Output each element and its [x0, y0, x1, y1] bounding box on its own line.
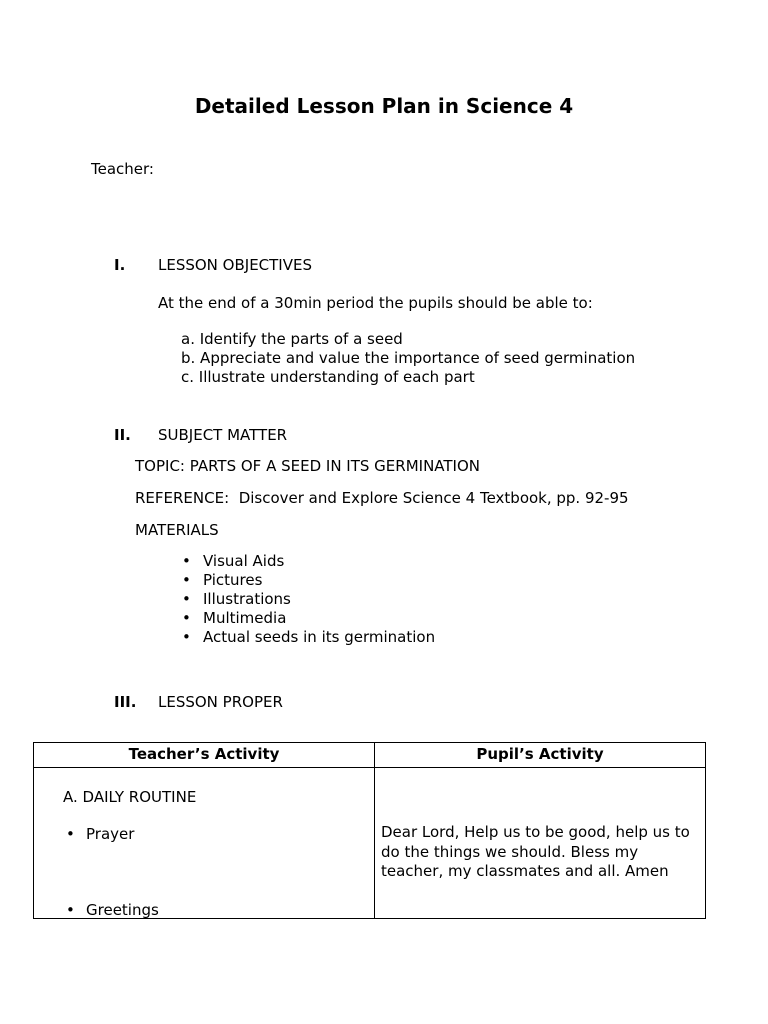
section-1-heading: LESSON OBJECTIVES	[158, 256, 312, 274]
objectives-list	[181, 330, 635, 387]
routine-item-greetings: • Greetings	[86, 901, 159, 919]
material-item: • Multimedia	[178, 609, 435, 628]
section-2-number: II.	[114, 426, 131, 444]
lesson-activity-table	[33, 742, 706, 919]
header-pupil-activity: Pupil’s Activity	[375, 743, 706, 768]
material-item: • Illustrations	[178, 590, 435, 609]
routine-item-prayer: • Prayer	[86, 825, 134, 843]
objectives-intro: At the end of a 30min period the pupils should be able to:	[158, 294, 593, 312]
objective-item: b. Appreciate and value the importance of seed germination	[181, 349, 636, 367]
reference-line	[135, 489, 629, 507]
section-3-number: III.	[114, 693, 137, 711]
material-item: • Pictures	[178, 571, 435, 590]
header-teacher-activity: Teacher’s Activity	[34, 743, 375, 768]
reference-label: REFERENCE:	[135, 489, 230, 507]
material-item: • Visual Aids	[178, 552, 435, 571]
section-3-heading: LESSON PROPER	[158, 693, 283, 711]
section-2-heading: SUBJECT MATTER	[158, 426, 288, 444]
materials-label: MATERIALS	[135, 521, 219, 539]
daily-routine-heading: A. DAILY ROUTINE	[63, 788, 197, 806]
objective-item: c. Illustrate understanding of each part	[181, 368, 475, 386]
section-1-number: I.	[114, 256, 126, 274]
teacher-label: Teacher:	[91, 160, 154, 178]
teacher-activity-cell	[34, 768, 375, 919]
topic-line: TOPIC: PARTS OF A SEED IN ITS GERMINATION	[135, 457, 480, 475]
prayer-response-text: Dear Lord, Help us to be good, help us to do the things we should. Bless my teacher, my classmates and all. Amen	[381, 823, 690, 880]
material-item: • Actual seeds in its germination	[178, 628, 435, 647]
materials-list	[178, 552, 435, 647]
reference-value: Discover and Explore Science 4 Textbook, pp. 92-95	[238, 489, 629, 507]
pupil-activity-cell	[375, 768, 706, 919]
page-title: Detailed Lesson Plan in Science 4	[194, 94, 574, 118]
objective-item: a. Identify the parts of a seed	[181, 330, 403, 348]
